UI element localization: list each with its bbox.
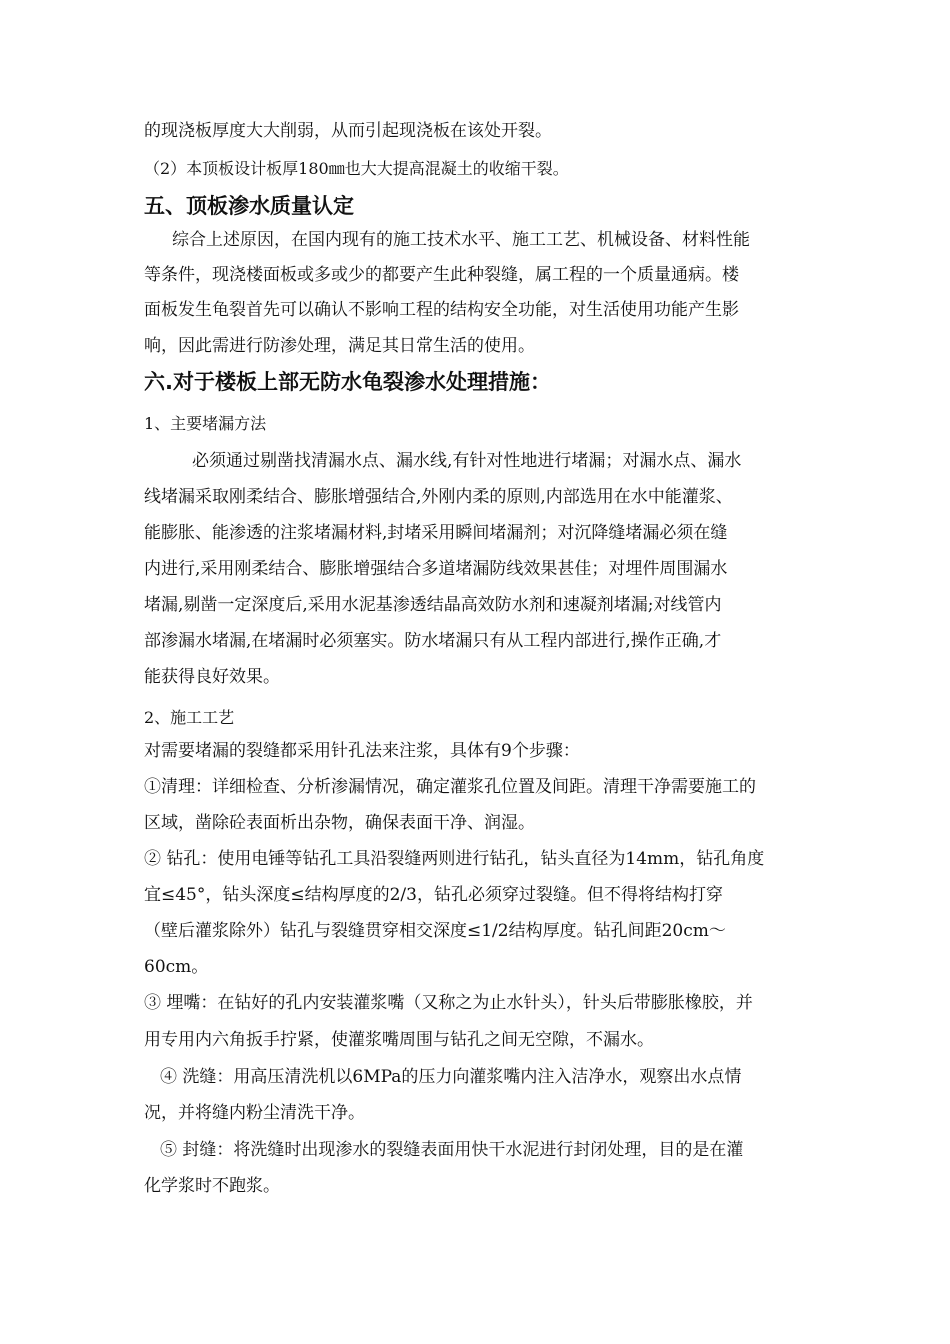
step-line: 宜≤45°，钻头深度≤结构厚度的2/3，钻孔必须穿过裂缝。但不得将结构打穿 [144,885,723,905]
step-line: ② 钻孔：使用电锤等钻孔工具沿裂缝两则进行钻孔，钻头直径为14mm，钻孔角度 [144,849,765,869]
step-line: ⑤ 封缝：将洗缝时出现渗水的裂缝表面用快干水泥进行封闭处理，目的是在灌 [160,1140,744,1160]
text-line: 部渗漏水堵漏,在堵漏时必须塞实。防水堵漏只有从工程内部进行,操作正确,才 [144,631,722,651]
step-line: ④ 洗缝：用高压清洗机以6MPa的压力向灌浆嘴内注入洁净水，观察出水点情 [160,1067,742,1087]
step-line: 况，并将缝内粉尘清洗干净。 [144,1103,365,1123]
step-line: ①清理：详细检查、分析渗漏情况，确定灌浆孔位置及间距。清理干净需要施工的 [144,777,756,797]
text-line: 堵漏,剔凿一定深度后,采用水泥基渗透结晶高效防水剂和速凝剂堵漏;对线管内 [144,595,722,615]
step-line: 区域，凿除砼表面析出杂物，确保表面干净、润湿。 [144,813,535,833]
text-line: 综合上述原因，在国内现有的施工技术水平、施工工艺、机械设备、材料性能 [172,230,750,250]
step-line: 化学浆时不跑浆。 [144,1176,280,1196]
text-line: 能膨胀、能渗透的注浆堵漏材料,封堵采用瞬间堵漏剂；对沉降缝堵漏必须在缝 [144,523,728,543]
text-line: 响，因此需进行防渗处理，满足其日常生活的使用。 [144,336,535,356]
section-heading-5: 五、顶板渗水质量认定 [144,194,354,218]
text-line: 必须通过剔凿找清漏水点、漏水线,有针对性地进行堵漏；对漏水点、漏水 [192,451,742,471]
text-line: 对需要堵漏的裂缝都采用针孔法来注浆，具体有9个步骤： [144,741,580,761]
text-line: （2）本顶板设计板厚180㎜也大大提高混凝土的收缩干裂。 [144,159,569,178]
text-line: 面板发生龟裂首先可以确认不影响工程的结构安全功能，对生活使用功能产生影 [144,300,739,320]
text-line: 能获得良好效果。 [144,667,280,687]
text-line: 内进行,采用刚柔结合、膨胀增强结合多道堵漏防线效果甚佳；对埋件周围漏水 [144,559,728,579]
text-line: 等条件，现浇楼面板或多或少的都要产生此种裂缝，属工程的一个质量通病。楼 [144,265,739,285]
step-line: （壁后灌浆除外）钻孔与裂缝贯穿相交深度≤1/2结构厚度。钻孔间距20cm～ [144,921,726,941]
step-line: ③ 埋嘴：在钻好的孔内安装灌浆嘴（又称之为止水针头），针头后带膨胀橡胶，并 [144,993,753,1013]
text-line: 的现浇板厚度大大削弱，从而引起现浇板在该处开裂。 [144,121,552,141]
step-line: 60cm。 [144,957,209,977]
subsection-heading: 1、主要堵漏方法 [144,414,267,433]
step-line: 用专用内六角扳手拧紧，使灌浆嘴周围与钻孔之间无空隙，不漏水。 [144,1030,654,1050]
section-heading-6: 六.对于楼板上部无防水龟裂渗水处理措施： [144,370,551,394]
subsection-heading: 2、施工工艺 [144,708,235,727]
text-line: 线堵漏采取刚柔结合、膨胀增强结合,外刚内柔的原则,内部选用在水中能灌浆、 [144,487,733,507]
